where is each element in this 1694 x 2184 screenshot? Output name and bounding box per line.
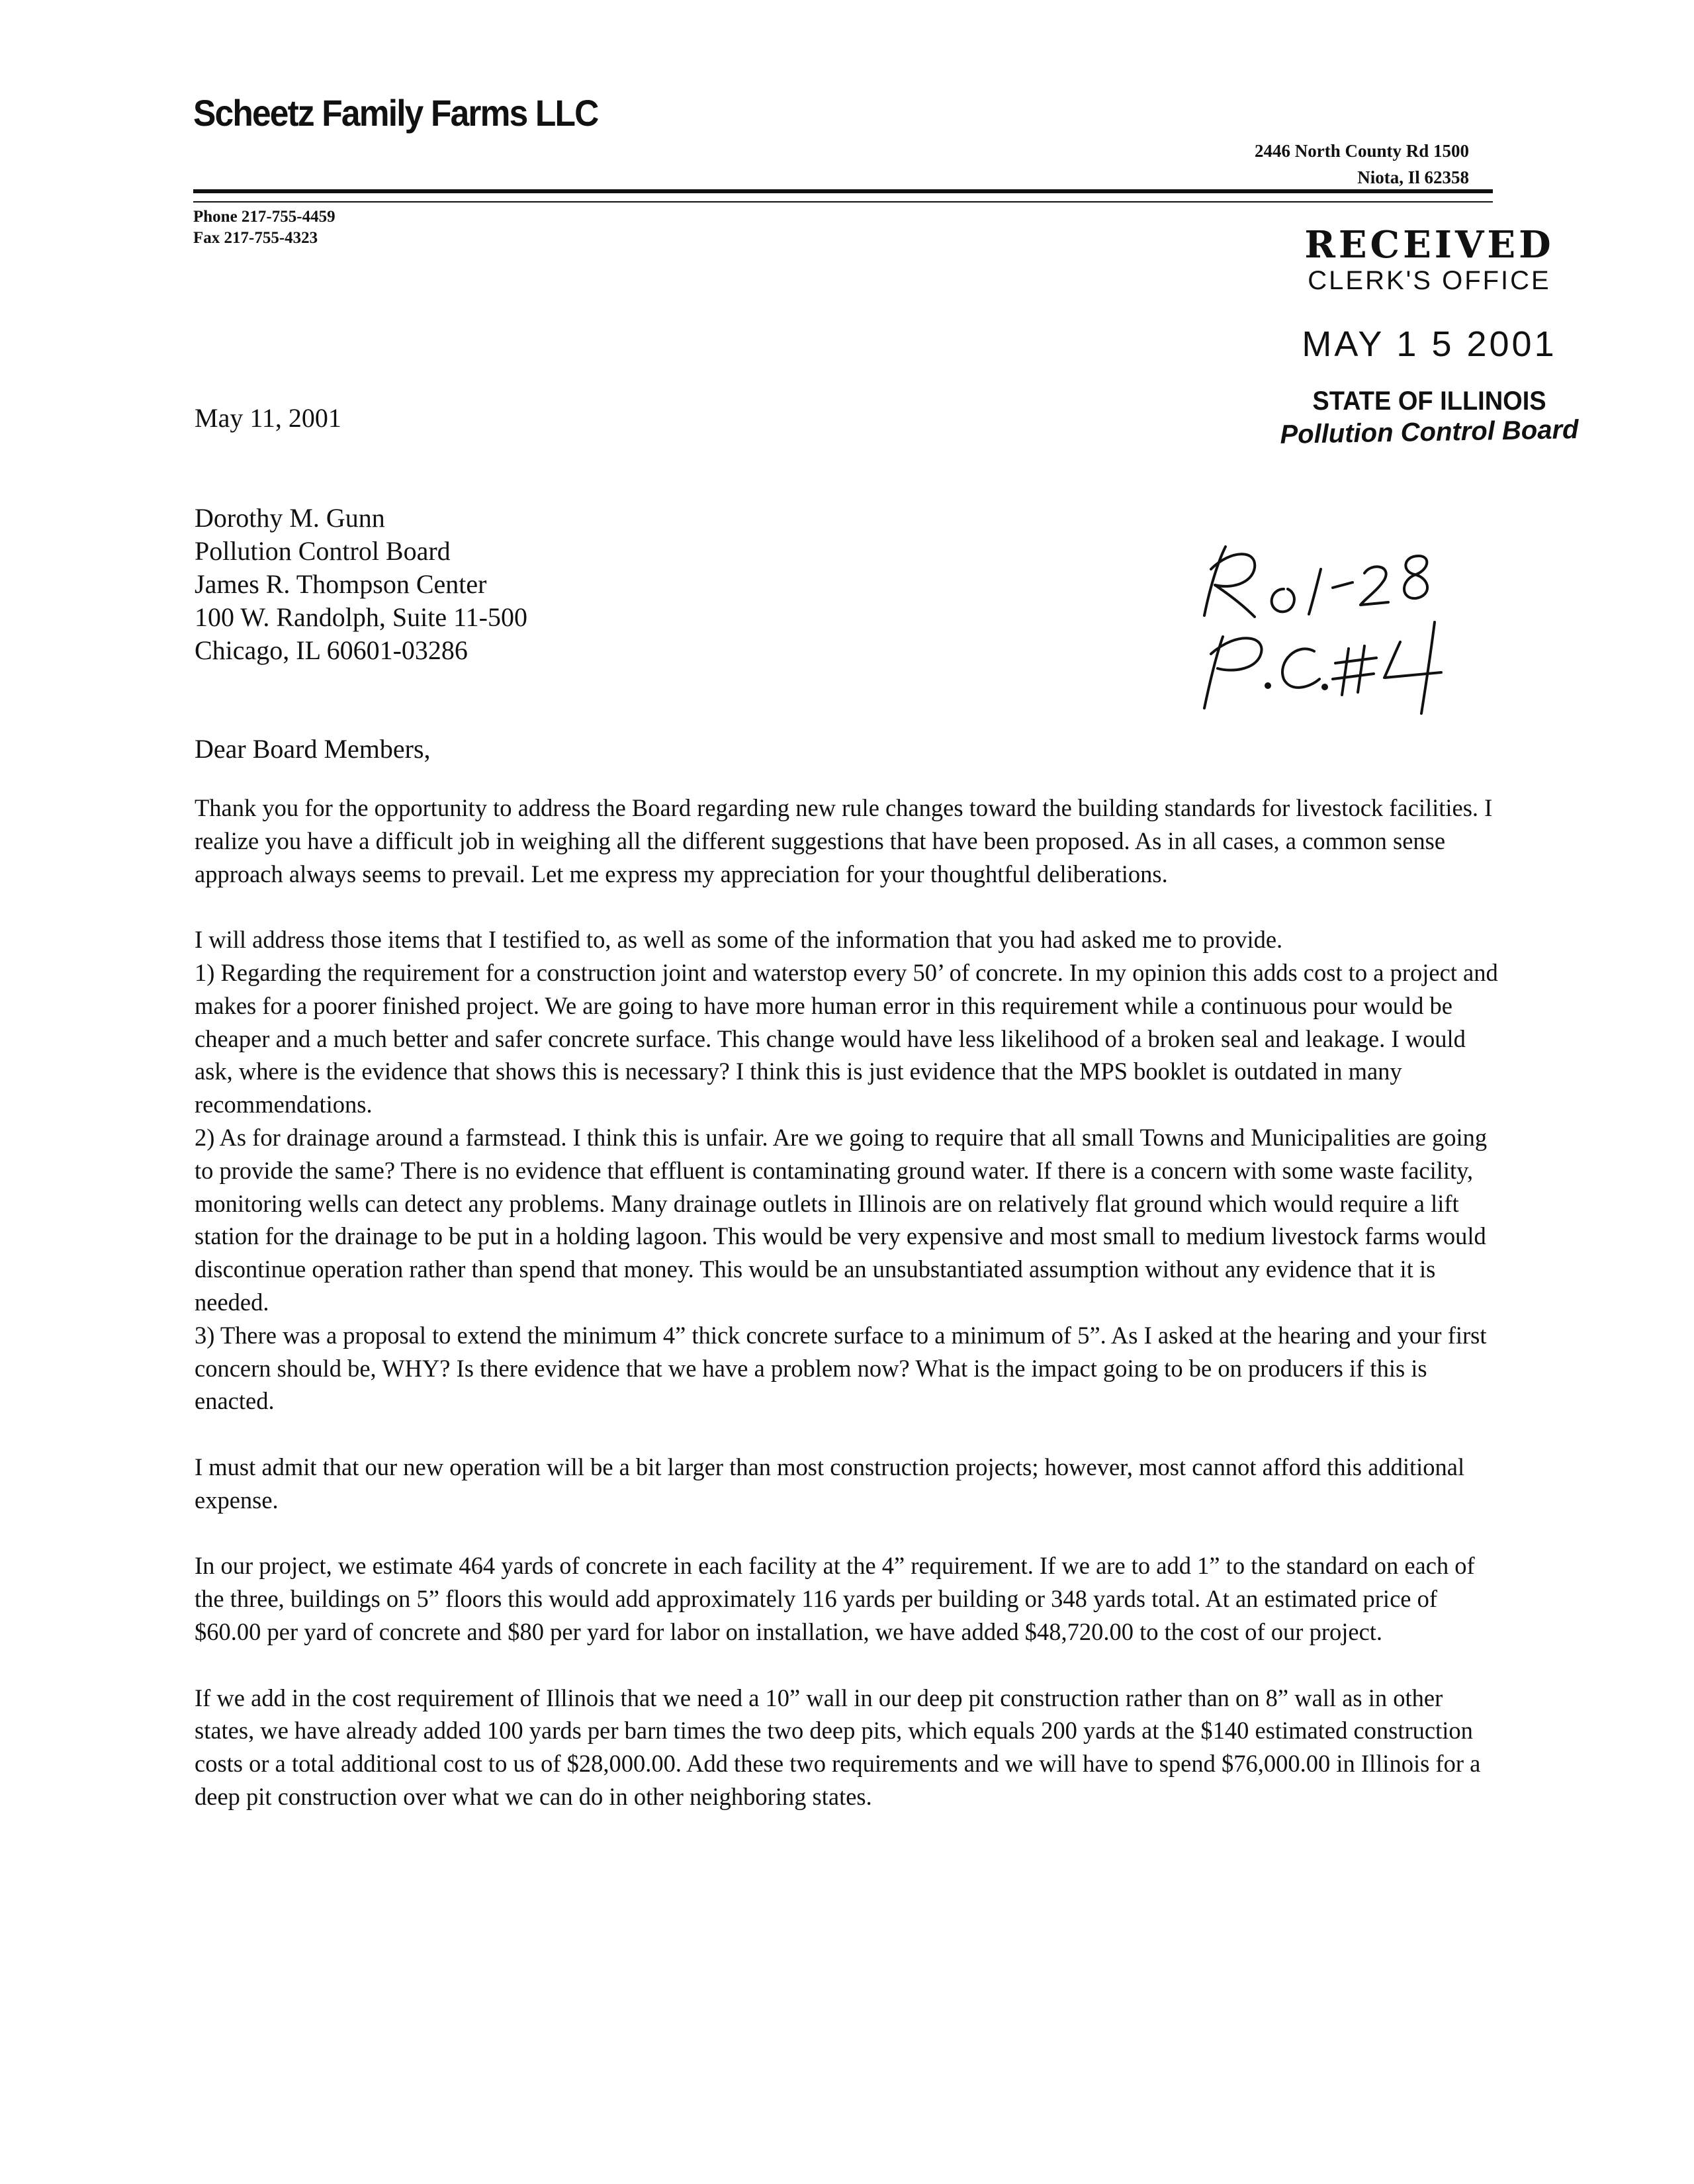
address-line-1: 2446 North County Rd 1500: [1254, 141, 1469, 161]
stamp-date: MAY 1 5 2001: [1302, 324, 1557, 364]
list-item: 1) Regarding the requirement for a construction joint and waterstop every 50’ of concrete. In my opinion this adds cost to a project and makes for a poorer finished project. We are going to have more human error in this requirement while a continuous pour would be cheaper and a much better and safer concrete surface. This change would have less likelihood of a broken seal and leakage. I would ask, where is the evidence that shows this is necessary? I think this is just evidence that the MPS booklet is outdated in many recommendations.: [195, 958, 1498, 1118]
stamp-received: RECEIVED: [1304, 223, 1554, 267]
body-paragraph: If we add in the cost requirement of Illinois that we need a 10” wall in our deep pit construction rather than on 8” wall as in other states, we have already added 100 yards per barn times the two deep pits, which equals 200 yards at the $140 estimated construction costs or a total additional cost to us of $28,000.00. Add these two requirements and we will have to spend $76,000.00 in Illinois for a deep pit construction over what we can do in other neighboring states.: [195, 1684, 1481, 1810]
recipient-line: Chicago, IL 60601-03286: [195, 635, 468, 665]
recipient-address: [195, 502, 527, 667]
fax-number: Fax 217-755-4323: [193, 229, 318, 247]
list-item: 2) As for drainage around a farmstead. I think this is unfair. Are we going to require that all small Towns and Municipalities are going to provide the same? There is no evidence that effluent is contaminating ground water. If there is a concern with some waste facility, monitoring wells can detect any problems. Many drainage outlets in Illinois are on relatively flat ground which would require a lift station for the drainage to be put in a holding lagoon. This would be very expensive and most small to medium livestock farms would discontinue operation rather than spend that money. This would be an unsubstantiated assumption without any evidence that it is needed.: [195, 1123, 1488, 1316]
handwritten-line-1: [1204, 547, 1427, 617]
recipient-line: James R. Thompson Center: [195, 569, 487, 599]
salutation: Dear Board Members,: [195, 734, 431, 764]
letter-date: May 11, 2001: [195, 403, 341, 433]
body-paragraph: Thank you for the opportunity to address the Board regarding new rule changes toward the building standards for livestock facilities. I realize you have a difficult job in weighing all the different suggestions that have been proposed. As in all cases, a common sense approach always seems to prevail. Let me express my appreciation for your thoughtful deliberations.: [195, 794, 1493, 887]
company-address: [1255, 138, 1469, 191]
company-name: Scheetz Family Farms LLC: [193, 92, 598, 134]
body-paragraph: In our project, we estimate 464 yards of concrete in each facility at the 4” requirement. If we are to add 1” to the standard on each of the three, buildings on 5” floors this would add approximately 116 yards per building or 348 yards total. At an estimated price of $60.00 per yard of concrete and $80 per yard for labor on installation, we have added $48,720.00 to the cost of our project.: [195, 1552, 1475, 1645]
handwritten-line-2: [1204, 622, 1441, 713]
letter-body: [195, 792, 1498, 1846]
recipient-line: 100 W. Randolph, Suite 11-500: [195, 602, 527, 632]
stamp-office: CLERK'S OFFICE: [1308, 266, 1551, 295]
stamp-board: Pollution Control Board: [1280, 415, 1579, 449]
letterhead-rule-thick: [193, 189, 1493, 193]
received-stamp: [1257, 225, 1601, 447]
contact-info: [193, 206, 335, 249]
letterhead-rule-thin: [193, 201, 1493, 203]
body-paragraph: I will address those items that I testified to, as well as some of the information that you had asked me to provide.: [195, 926, 1283, 954]
body-paragraph: I must admit that our new operation will be a bit larger than most construction projects; however, most cannot afford this additional expense.: [195, 1453, 1465, 1514]
handwritten-docket-annotation: [1191, 543, 1509, 715]
list-item: 3) There was a proposal to extend the minimum 4” thick concrete surface to a minimum of 5”. As I asked at the hearing and your first concern should be, WHY? Is there evidence that we have a problem now? What is the impact going to be on producers if this is enacted.: [195, 1321, 1487, 1415]
recipient-line: Pollution Control Board: [195, 536, 451, 566]
recipient-line: Dorothy M. Gunn: [195, 503, 385, 533]
address-line-2: Niota, Il 62358: [1357, 167, 1469, 187]
phone-number: Phone 217-755-4459: [193, 208, 335, 226]
stamp-state: STATE OF ILLINOIS: [1312, 387, 1546, 416]
